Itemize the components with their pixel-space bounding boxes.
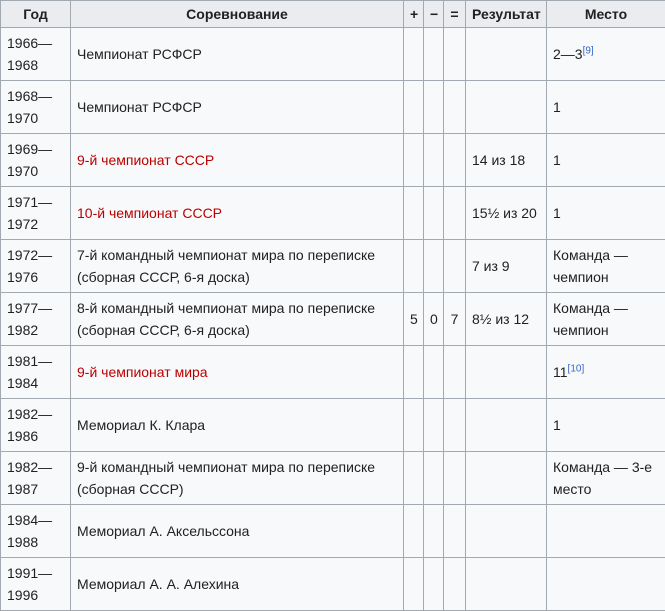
minus-cell: 0 [424,293,444,346]
minus-cell [424,346,444,399]
table-row [1,81,665,134]
competition-cell: 9-й командный чемпионат мира по переписке (сборная СССР) [71,452,404,505]
header-result: Результат [466,1,547,28]
equal-cell [444,134,466,187]
competition-cell [71,346,404,399]
result-cell [466,81,547,134]
table-body [1,28,665,611]
equal-cell [444,452,466,505]
year-cell: 1969—1970 [1,134,71,187]
place-value: Команда — чемпион [553,300,628,338]
minus-cell [424,558,444,611]
place-cell [547,187,665,240]
place-cell [547,399,665,452]
competition-cell: Мемориал К. Клара [71,399,404,452]
footnote-ref [568,363,585,374]
plus-cell [404,187,424,240]
table-row [1,346,665,399]
plus-cell [404,346,424,399]
year-cell: 1982—1986 [1,399,71,452]
competition-cell: 7-й командный чемпионат мира по переписке (сборная СССР, 6-я доска) [71,240,404,293]
minus-cell [424,505,444,558]
place-value: 1 [553,417,561,433]
table-row [1,293,665,346]
equal-cell [444,81,466,134]
year-cell: 1981—1984 [1,346,71,399]
header-year: Год [1,1,71,28]
place-cell [547,293,665,346]
place-value: Команда — чемпион [553,247,628,285]
plus-cell [404,399,424,452]
footnote-ref [583,45,594,56]
result-cell [466,452,547,505]
plus-cell: 5 [404,293,424,346]
table-row [1,240,665,293]
footnote-link[interactable]: [10] [568,363,585,374]
place-value: 2—3 [553,46,583,62]
year-cell: 1968—1970 [1,81,71,134]
competition-cell: Чемпионат РСФСР [71,81,404,134]
competition-cell [71,134,404,187]
result-cell: 15½ из 20 [466,187,547,240]
place-value: 11 [553,364,568,380]
year-cell: 1977—1982 [1,293,71,346]
competition-cell: Мемориал А. Аксельссона [71,505,404,558]
year-cell: 1991—1996 [1,558,71,611]
place-cell [547,346,665,399]
result-cell [466,505,547,558]
header-draws: = [444,1,466,28]
minus-cell [424,452,444,505]
plus-cell [404,452,424,505]
year-cell: 1971—1972 [1,187,71,240]
place-value: 1 [553,99,561,115]
competition-link[interactable]: 9-й чемпионат СССР [77,152,214,168]
header-losses: − [424,1,444,28]
year-cell: 1982—1987 [1,452,71,505]
minus-cell [424,187,444,240]
place-cell [547,452,665,505]
minus-cell [424,134,444,187]
competition-link[interactable]: 9-й чемпионат мира [77,364,208,380]
competition-cell [71,187,404,240]
table-row [1,399,665,452]
equal-cell [444,187,466,240]
place-cell [547,134,665,187]
place-cell [547,28,665,81]
plus-cell [404,81,424,134]
minus-cell [424,240,444,293]
place-cell [547,505,665,558]
equal-cell [444,240,466,293]
header-wins: + [404,1,424,28]
equal-cell: 7 [444,293,466,346]
year-cell: 1966—1968 [1,28,71,81]
table-row [1,134,665,187]
equal-cell [444,346,466,399]
place-cell [547,81,665,134]
header-competition: Соревнование [71,1,404,28]
equal-cell [444,558,466,611]
table-row [1,187,665,240]
table-row [1,452,665,505]
table-row [1,558,665,611]
footnote-link[interactable]: [9] [583,45,594,56]
table-row [1,28,665,81]
competition-cell: 8-й командный чемпионат мира по переписке (сборная СССР, 6-я доска) [71,293,404,346]
result-cell: 14 из 18 [466,134,547,187]
competition-cell: Мемориал А. А. Алехина [71,558,404,611]
header-place: Место [547,1,665,28]
result-cell [466,346,547,399]
year-cell: 1984—1988 [1,505,71,558]
plus-cell [404,240,424,293]
table-row [1,505,665,558]
plus-cell [404,134,424,187]
minus-cell [424,399,444,452]
place-cell [547,240,665,293]
result-cell [466,28,547,81]
competition-link[interactable]: 10-й чемпионат СССР [77,205,222,221]
plus-cell [404,28,424,81]
place-value: 1 [553,205,561,221]
place-value: 1 [553,152,561,168]
minus-cell [424,81,444,134]
minus-cell [424,28,444,81]
equal-cell [444,505,466,558]
result-cell: 8½ из 12 [466,293,547,346]
place-cell [547,558,665,611]
competition-cell: Чемпионат РСФСР [71,28,404,81]
result-cell [466,399,547,452]
equal-cell [444,28,466,81]
equal-cell [444,399,466,452]
result-cell [466,558,547,611]
year-cell: 1972—1976 [1,240,71,293]
plus-cell [404,558,424,611]
result-cell: 7 из 9 [466,240,547,293]
place-value: Команда — 3-е место [553,459,652,497]
plus-cell [404,505,424,558]
header-row [1,1,665,28]
